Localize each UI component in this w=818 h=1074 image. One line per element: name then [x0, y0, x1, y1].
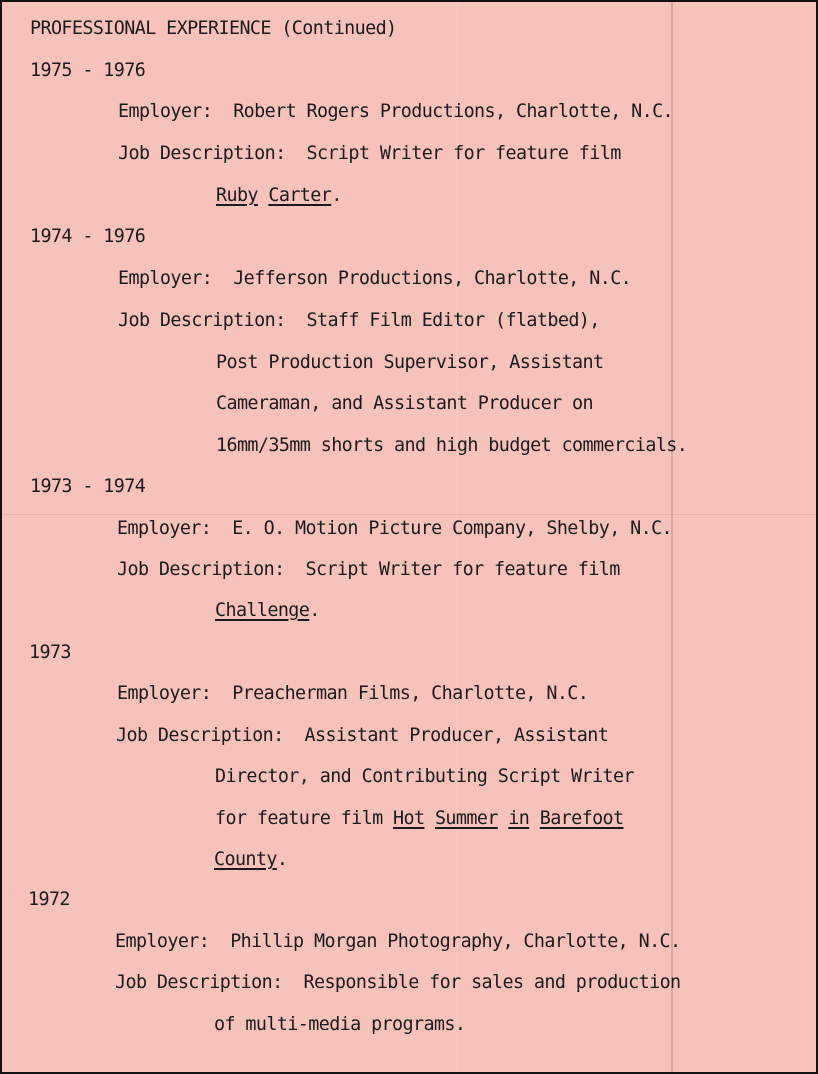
punctuation: .	[276, 849, 288, 870]
entry-5-employer: Phillip Morgan Photography, Charlotte, N.C.	[230, 931, 681, 952]
entry-5-job-cont-1: of multi-media programs.	[214, 1014, 466, 1035]
entry-4-job-line	[116, 725, 608, 747]
entry-2-job-line	[118, 310, 600, 332]
entry-5-years: 1972	[28, 889, 70, 910]
entry-2-job-line1: Staff Film Editor (flatbed),	[306, 310, 600, 331]
entry-3-employer: E. O. Motion Picture Company, Shelby, N.C.	[232, 518, 673, 539]
entry-1-employer: Robert Rogers Productions, Charlotte, N.C.	[233, 101, 674, 122]
job-description-label: Job Description:	[115, 972, 283, 993]
entry-3-job-line	[117, 559, 620, 581]
employer-label: Employer:	[117, 683, 212, 704]
punctuation: .	[309, 600, 320, 621]
film-title-word: Hot	[393, 808, 425, 829]
entry-2-employer: Jefferson Productions, Charlotte, N.C.	[233, 268, 632, 289]
film-title-word: County	[214, 849, 277, 870]
entry-2-employer-line	[118, 268, 631, 290]
entry-4-film-title-line2	[214, 849, 287, 871]
employer-label: Employer:	[117, 518, 212, 539]
entry-2-job-cont-1: Post Production Supervisor, Assistant	[216, 352, 604, 373]
entry-1-job-line1: Script Writer for feature film	[306, 143, 621, 164]
entry-4-years: 1973	[29, 642, 71, 663]
entry-4-employer-line	[117, 683, 588, 705]
entry-4-job-line1: Assistant Producer, Assistant	[304, 725, 609, 746]
job-description-label: Job Description:	[116, 725, 284, 746]
entry-3-employer-line	[117, 518, 672, 540]
entry-5-job-line	[115, 972, 681, 994]
entry-1-job-line	[118, 143, 621, 165]
entry-4-job-line3-prefix: for feature film	[215, 808, 383, 829]
job-description-label: Job Description:	[118, 143, 286, 164]
entry-2-job-cont-2: Cameraman, and Assistant Producer on	[216, 393, 593, 414]
job-description-label: Job Description:	[118, 310, 286, 331]
job-description-label: Job Description:	[117, 559, 285, 580]
film-title-word: Ruby	[216, 185, 258, 206]
entry-2-job-cont-3: 16mm/35mm shorts and high budget commercials.	[216, 435, 688, 456]
entry-5-employer-line	[115, 931, 681, 953]
punctuation: .	[331, 185, 342, 206]
section-heading: PROFESSIONAL EXPERIENCE (Continued)	[30, 18, 397, 39]
employer-label: Employer:	[118, 101, 213, 122]
film-title-word: Summer	[434, 808, 498, 829]
entry-3-job-line1: Script Writer for feature film	[305, 559, 620, 580]
film-title-word: in	[508, 808, 530, 829]
employer-label: Employer:	[118, 268, 213, 289]
entry-1-employer-line	[118, 101, 673, 123]
entry-1-years: 1975 - 1976	[30, 60, 146, 81]
employer-label: Employer:	[115, 931, 210, 952]
film-title-word: Challenge	[215, 600, 310, 621]
entry-5-job-line1: Responsible for sales and production	[303, 972, 681, 993]
entry-2-years: 1974 - 1976	[30, 226, 146, 247]
film-title-word: Carter	[268, 185, 332, 206]
entry-3-years: 1973 - 1974	[30, 476, 146, 497]
paper-fold-horizontal	[2, 514, 816, 515]
entry-4-job-line3	[215, 808, 624, 830]
film-title-word: Barefoot	[539, 808, 624, 829]
entry-4-job-line2: Director, and Contributing Script Writer	[215, 766, 634, 787]
entry-3-film-title	[215, 600, 320, 622]
entry-1-film-title	[216, 185, 342, 207]
entry-4-employer: Preacherman Films, Charlotte, N.C.	[232, 683, 589, 704]
